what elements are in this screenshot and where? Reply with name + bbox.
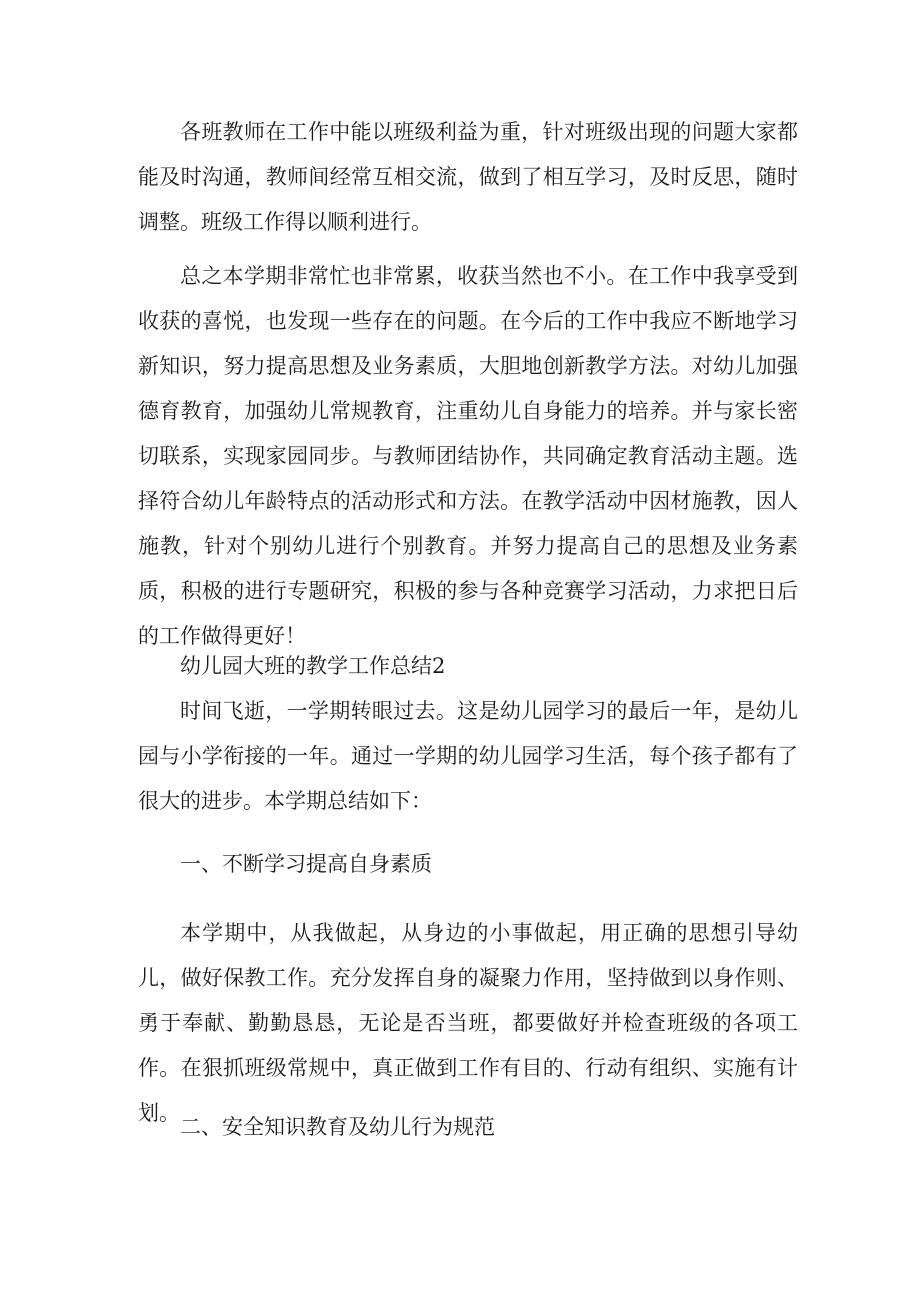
paragraph-intro-2: 时间飞逝，一学期转眼过去。这是幼儿园学习的最后一年，是幼儿园与小学衔接的一年。通过一学期的幼儿园学习生活，每个孩子都有了很大的进步。本学期总结如下：: [138, 699, 798, 813]
section-heading-1: 一、不断学习提高自身素质: [180, 852, 432, 876]
paragraph-class-teachers: 各班教师在工作中能以班级利益为重，针对班级出现的问题大家都能及时沟通，教师间经常互相交流，做到了相互学习，及时反思，随时调整。班级工作得以顺利进行。: [138, 120, 798, 234]
paragraph-section-1: 本学期中，从我做起，从身边的小事做起，用正确的思想引导幼儿，做好保教工作。充分发挥自身的凝聚力作用，坚持做到以身作则、勇于奉献、勤勤恳恳，无论是否当班，都要做好并检查班级的各项工作。在狠抓班级常规中，真正做到工作有目的、行动有组织、实施有计划。: [138, 921, 798, 1125]
paragraph-semester-summary: 总之本学期非常忙也非常累，收获当然也不小。在工作中我享受到收获的喜悦，也发现一些存在的问题。在今后的工作中我应不断地学习新知识，努力提高思想及业务素质，大胆地创新教学方法。对幼儿加强德育教育，加强幼儿常规教育，注重幼儿自身能力的培养。并与家长密切联系，实现家园同步。与教师团结协作，共同确定教育活动主题。选择符合幼儿年龄特点的活动形式和方法。在教学活动中因材施教，因人施教，针对个别幼儿进行个别教育。并努力提高自己的思想及业务素质，积极的进行专题研究，积极的参与各种竞赛学习活动，力求把日后的工作做得更好！: [138, 264, 798, 648]
section-heading-2: 二、安全知识教育及幼儿行为规范: [180, 1115, 495, 1139]
document-title-2: 幼儿园大班的教学工作总结2: [180, 654, 446, 678]
